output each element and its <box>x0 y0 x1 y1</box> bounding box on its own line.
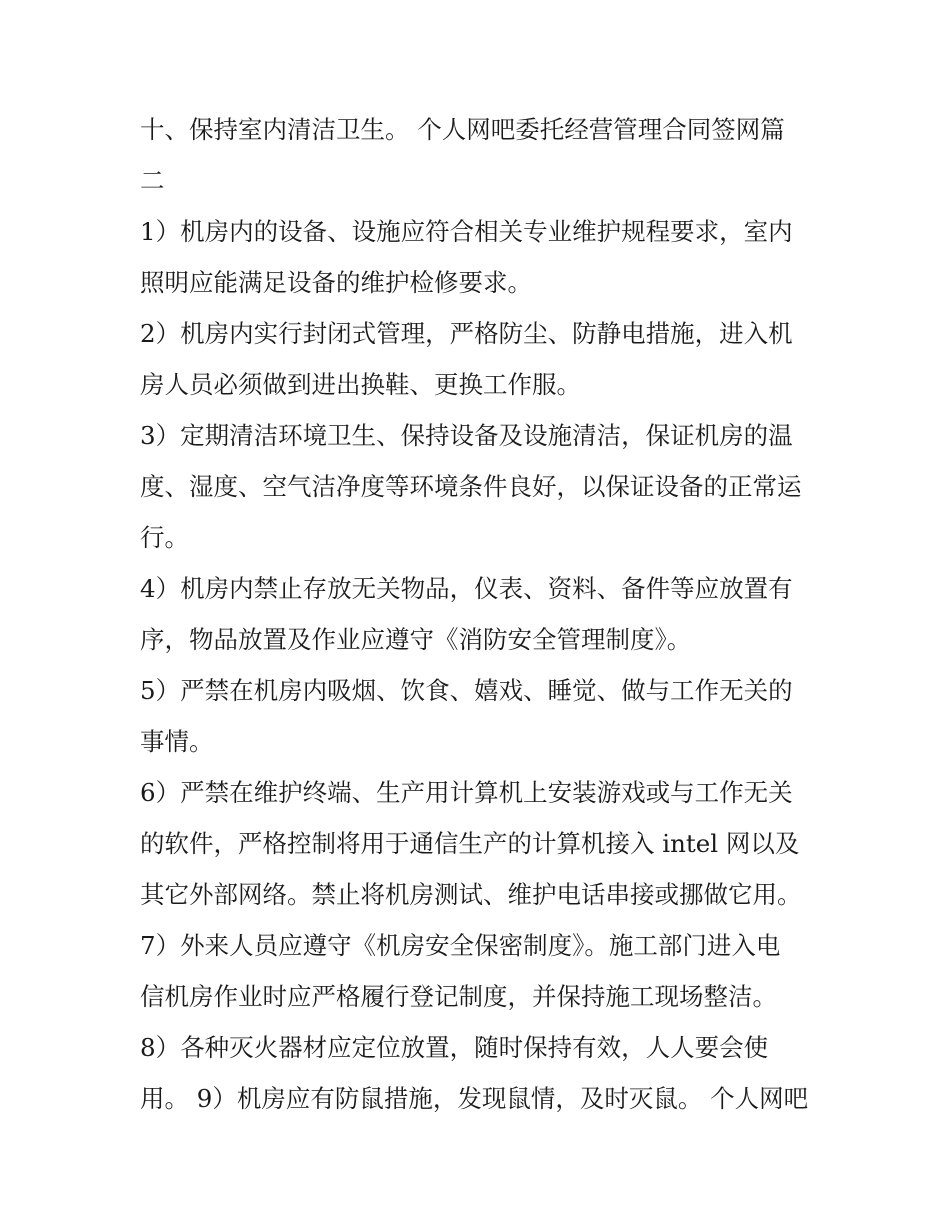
text-line: 的软件，严格控制将用于通信生产的计算机接入 intel 网以及 <box>140 829 800 858</box>
text-line: 行。 <box>140 523 189 552</box>
text-line: 照明应能满足设备的维护检修要求。 <box>140 268 532 297</box>
text-line: 6）严禁在维护终端、生产用计算机上安装游戏或与工作无关 <box>140 778 793 807</box>
text-line: 房人员必须做到进出换鞋、更换工作服。 <box>140 370 581 399</box>
text-line: 其它外部网络。禁止将机房测试、维护电话串接或挪做它用。 <box>140 880 802 909</box>
text-line: 8）各种灭火器材应定位放置，随时保持有效，人人要会使 <box>140 1033 769 1062</box>
document-body <box>140 104 820 1124</box>
text-line: 序，物品放置及作业应遵守《消防安全管理制度》。 <box>140 625 692 654</box>
text-line: 1）机房内的设备、设施应符合相关专业维护规程要求，室内 <box>140 217 793 246</box>
text-line: 二 <box>140 166 165 195</box>
text-line: 4）机房内禁止存放无关物品，仪表、资料、备件等应放置有 <box>140 574 793 603</box>
text-line: 事情。 <box>140 727 214 756</box>
text-line: 2）机房内实行封闭式管理，严格防尘、防静电措施，进入机 <box>140 319 793 348</box>
text-line: 3）定期清洁环境卫生、保持设备及设施清洁，保证机房的温 <box>140 421 793 450</box>
text-line: 度、湿度、空气洁净度等环境条件良好，以保证设备的正常运 <box>140 472 802 501</box>
text-line: 7）外来人员应遵守《机房安全保密制度》。施工部门进入电 <box>140 931 781 960</box>
text-line: 信机房作业时应严格履行登记制度，并保持施工现场整洁。 <box>140 982 777 1011</box>
text-line: 用。 9）机房应有防鼠措施，发现鼠情，及时灭鼠。 个人网吧 <box>140 1084 809 1113</box>
text-line: 十、保持室内清洁卫生。 个人网吧委托经营管理合同签网篇 <box>140 115 785 144</box>
text-line: 5）严禁在机房内吸烟、饮食、嬉戏、睡觉、做与工作无关的 <box>140 676 793 705</box>
